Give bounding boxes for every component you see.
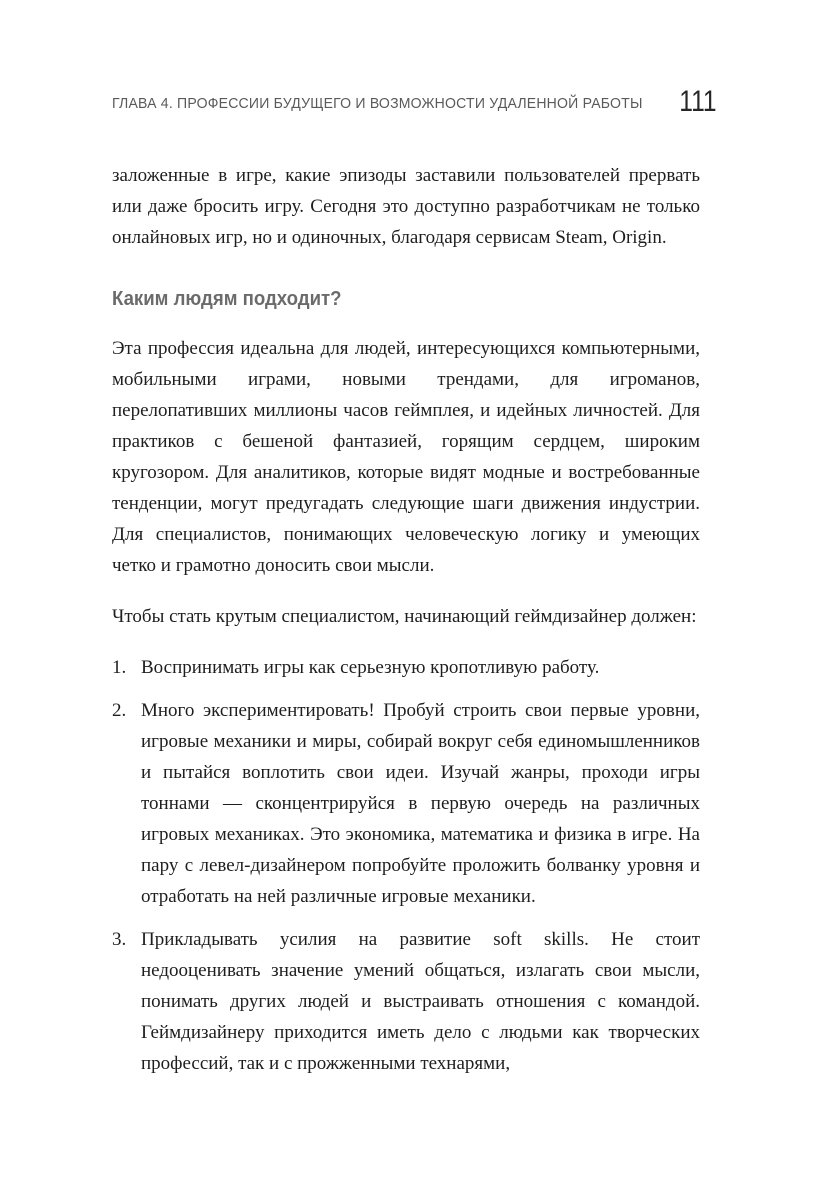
- numbered-list: [112, 652, 700, 1079]
- running-header: [112, 84, 717, 124]
- list-item-text: Прикладывать усилия на развитие soft skills. Не стоит недооценивать значение умений общаться, излагать свои мысли, понимать других людей и выстраивать отношения с командой. Геймдизайнеру приходится иметь дело с людьми как творческих профессий, так и с прожженными технарями,: [141, 929, 700, 1074]
- chapter-title: ГЛАВА 4. ПРОФЕССИИ БУДУЩЕГО И ВОЗМОЖНОСТИ УДАЛЕННОЙ РАБОТЫ: [112, 96, 643, 112]
- page-body: [112, 160, 700, 1091]
- list-intro-paragraph: Чтобы стать крутым специалистом, начинающий геймдизайнер должен:: [112, 606, 697, 627]
- list-item-text: Много экспериментировать! Пробуй строить свои первые уровни, игровые механики и миры, собирай вокруг себя единомышленников и пытайся воплотить свои идеи. Изучай жанры, проходи игры тоннами — сконцентрируйся в первую очередь на различных игровых механиках. Это экономика, математика и физика в игре. На пару с левел-дизайнером попробуйте проложить болванку уровня и отработать на ней различные игровые механики.: [141, 700, 700, 907]
- list-item-number: 3.: [112, 929, 127, 950]
- suitability-paragraph: Эта профессия идеальна для людей, интересующихся компьютерными, мобильными играми, новыми трендами, для игроманов, перелопативших миллионы часов геймплея, и идейных личностей. Для практиков с бешеной фантазией, горящим сердцем, широким кругозором. Для аналитиков, которые видят модные и востребованные тенденции, могут предугадать следующие шаги движения индустрии. Для специалистов, понимающих человеческую логику и умеющих четко и грамотно доносить свои мысли.: [112, 338, 700, 576]
- list-item-text: Воспринимать игры как серьезную кропотливую работу.: [141, 657, 600, 678]
- list-item-number: 1.: [112, 657, 127, 678]
- list-item-number: 2.: [112, 700, 127, 721]
- list-item: [112, 652, 700, 683]
- intro-paragraph: заложенные в игре, какие эпизоды заставили пользователей прервать или даже бросить игру. Сегодня это доступно разработчикам не только онлайновых игр, но и одиночных, благодаря сервисам Steam, Origin.: [112, 165, 700, 248]
- list-item: [112, 695, 700, 912]
- page-number: 111: [679, 85, 717, 118]
- list-item: [112, 924, 700, 1079]
- section-heading: Каким людям подходит?: [112, 288, 342, 310]
